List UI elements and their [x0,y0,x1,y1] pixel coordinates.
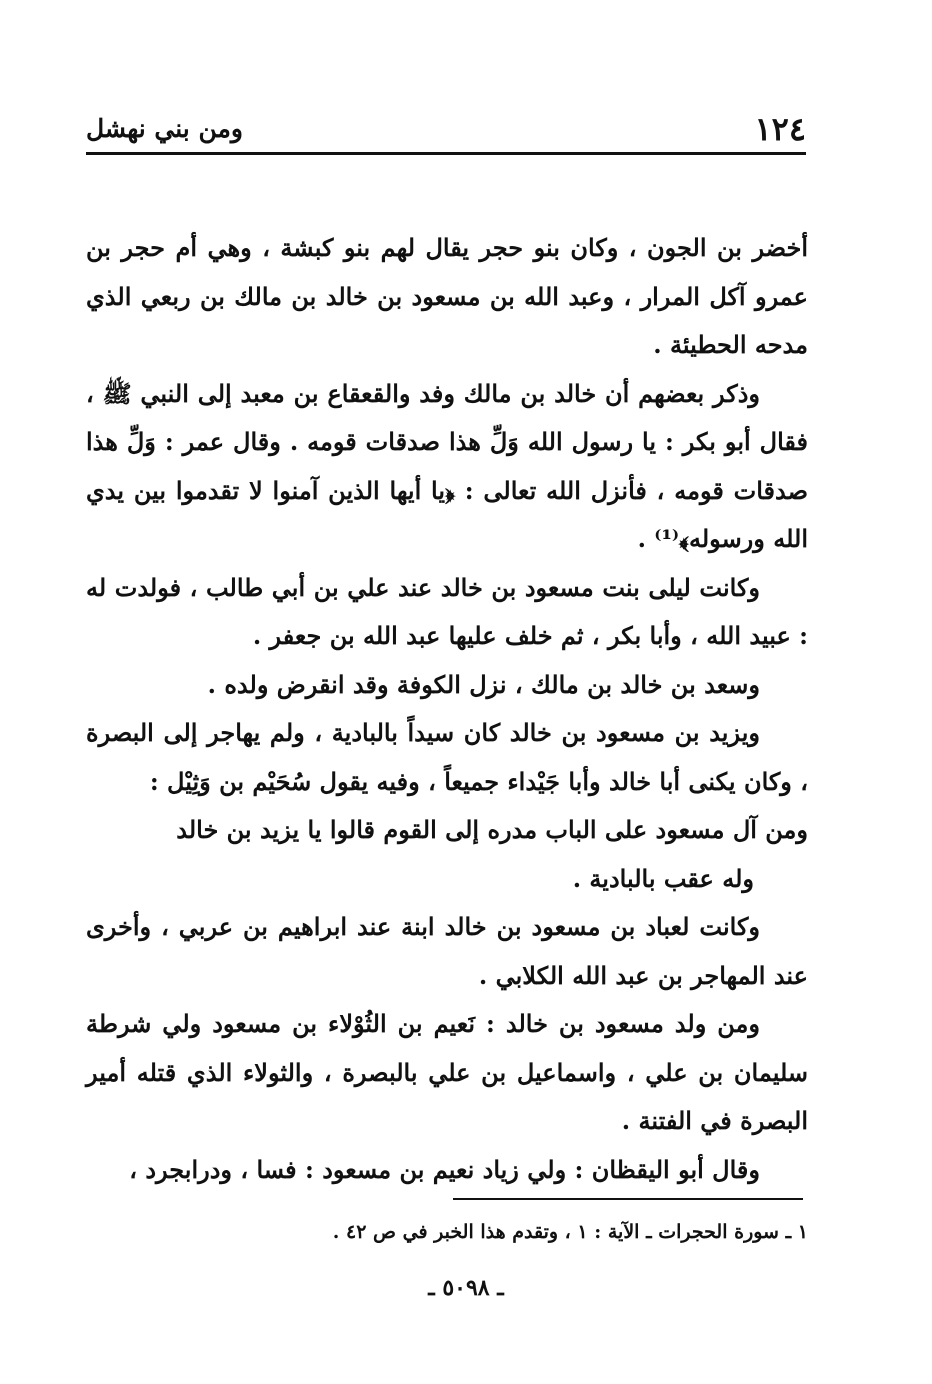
paragraph: ومن ولد مسعود بن خالد : نَعيم بن الثُوْلاء بن مسعود ولي شرطة سليمان بن علي ، واسماعيل بن علي بالبصرة ، والثولاء الذي قتله أمير البصرة في الفتنة . [86,1009,808,1135]
header-rule [86,152,806,155]
page-header [86,108,806,150]
paragraph: وسعد بن خالد بن مالك ، نزل الكوفة وقد انقرض ولده . [207,669,760,699]
footnote: ١ ـ سورة الحجرات ـ الآية : ١ ، وتقدم هذا الخبر في ص ٤٢ . [332,1221,808,1243]
body-text [86,224,808,1194]
paragraph: وقال أبو اليقظان : ولي زياد نعيم بن مسعود : فسا ، ودرابجرد ، [129,1154,760,1184]
poetry-verse: ومن آل مسعود على الباب مدره إلى القوم قالوا يا يزيد بن خالد [176,815,808,844]
footnote-rule [453,1198,803,1200]
paragraph: وكانت لعباد بن مسعود بن خالد ابنة عند ابراهيم بن عربي ، وأخرى عند المهاجر بن عبد الله الكلابي . [86,912,808,990]
folio-number: ـ ٥٠٩٨ ـ [428,1275,504,1301]
paragraph: وذكر بعضهم أن خالد بن مالك وفد والقعقاع بن معبد إلى النبي ﷺ ، فقال أبو بكر : يا رسول الله وَلِّ هذا صدقات قومه . وقال عمر : وَلِّ هذا صدقات قومه ، فأنزل الله تعالى : ﴿يا أيها الذين آمنوا لا تقدموا بين يدي الله ورسوله﴾⁽¹⁾ . [86,378,808,553]
running-title: ومن بني نهشل [86,114,243,143]
paragraph: وكانت ليلى بنت مسعود بن خالد عند علي بن أبي طالب ، فولدت له : عبيد الله ، وأبا بكر ، ثم خلف عليها عبد الله بن جعفر . [86,572,808,650]
paragraph: وله عقب بالبادية . [572,863,754,893]
paragraph: ويزيد بن مسعود بن خالد كان سيداً بالبادية ، ولم يهاجر إلى البصرة ، وكان يكنى أبا خالد وأبا جَيْداء جميعاً ، وفيه يقول سُحَيْم بن وَثِيْل : [86,718,808,796]
page-number: ١٢٤ [754,110,806,148]
paragraph: أخضر بن الجون ، وكان بنو حجر يقال لهم بنو كبشة ، وهي أم حجر بن عمرو آكل المرار ، وعبد الله بن مسعود بن خالد بن مالك بن ربعي الذي مدحه الحطيئة . [86,233,809,359]
